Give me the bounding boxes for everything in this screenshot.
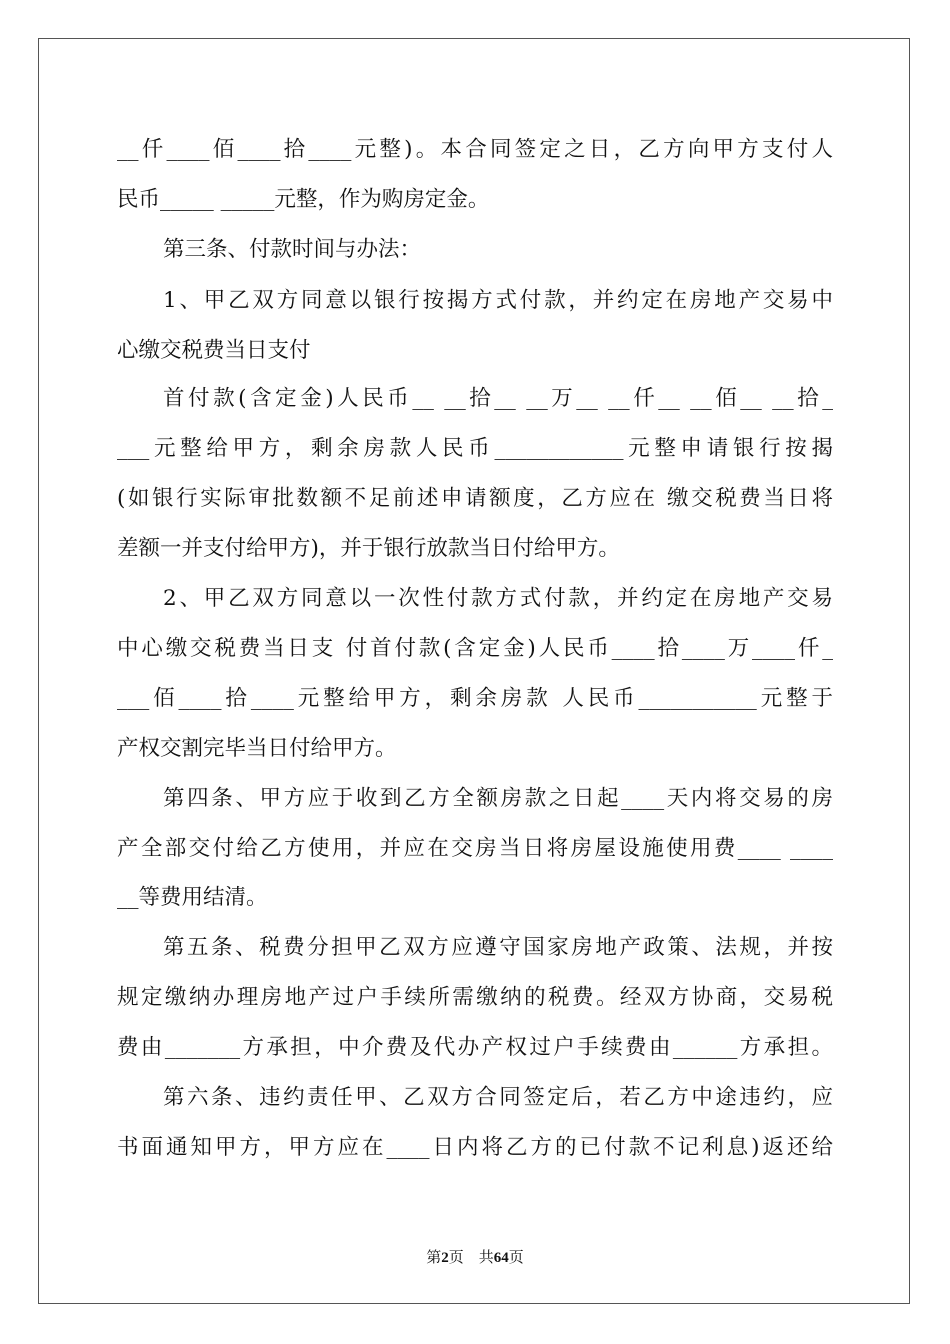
article-text: 第五条、税费分担甲乙双方应遵守国家房地产政策、法规，并按	[163, 935, 833, 960]
text-line: 心缴交税费当日支付	[117, 338, 311, 363]
footer-mid: 页 共	[448, 1250, 494, 1266]
text-line: 中心缴交税费当日支 付首付款(含定金)人民币____拾____万____仟_	[117, 636, 833, 661]
footer-suffix: 页	[508, 1250, 524, 1266]
text-line: 首付款(含定金)人民币__ __拾__ __万__ __仟__ __佰__ __拾_	[163, 386, 833, 411]
text-line: __仟____佰____拾____元整)。本合同签定之日，乙方向甲方支付人	[117, 137, 833, 162]
text-line: __等费用结清。	[117, 885, 268, 910]
text-line: 1、甲乙双方同意以银行按揭方式付款，并约定在房地产交易中	[163, 288, 833, 313]
page-border	[38, 38, 910, 1304]
text-line: ___元整给甲方，剩余房款人民币____________元整申请银行按揭	[117, 436, 833, 461]
total-pages: 64	[493, 1250, 509, 1266]
text-line: 民币_____ _____元整，作为购房定金。	[117, 187, 490, 212]
article-heading: 第三条、付款时间与办法：	[163, 237, 422, 262]
text-line: (如银行实际审批数额不足前述申请额度，乙方应在 缴交税费当日将	[117, 486, 833, 511]
text-line: 规定缴纳办理房地产过户手续所需缴纳的税费。经双方协商，交易税	[117, 985, 833, 1010]
page-footer	[0, 1246, 950, 1267]
article-text: 第四条、甲方应于收到乙方全额房款之日起____天内将交易的房	[163, 786, 833, 811]
text-line: 差额一并支付给甲方)，并于银行放款当日付给甲方。	[117, 536, 620, 561]
page-number: 2	[441, 1250, 449, 1266]
footer-prefix: 第	[426, 1250, 442, 1266]
text-line: 2、甲乙双方同意以一次性付款方式付款，并约定在房地产交易	[163, 586, 833, 611]
text-line: 产全部交付给乙方使用，并应在交房当日将房屋设施使用费____ ____	[117, 836, 833, 861]
text-line: 费由_______方承担，中介费及代办产权过户手续费由______方承担。	[117, 1035, 833, 1060]
article-text: 第六条、违约责任甲、乙双方合同签定后，若乙方中途违约，应	[163, 1085, 833, 1110]
text-line: 书面通知甲方，甲方应在____日内将乙方的已付款不记利息)返还给	[117, 1135, 833, 1160]
text-line: 产权交割完毕当日付给甲方。	[117, 736, 397, 761]
text-line: ___佰____拾____元整给甲方，剩余房款 人民币___________元整于	[117, 686, 833, 711]
